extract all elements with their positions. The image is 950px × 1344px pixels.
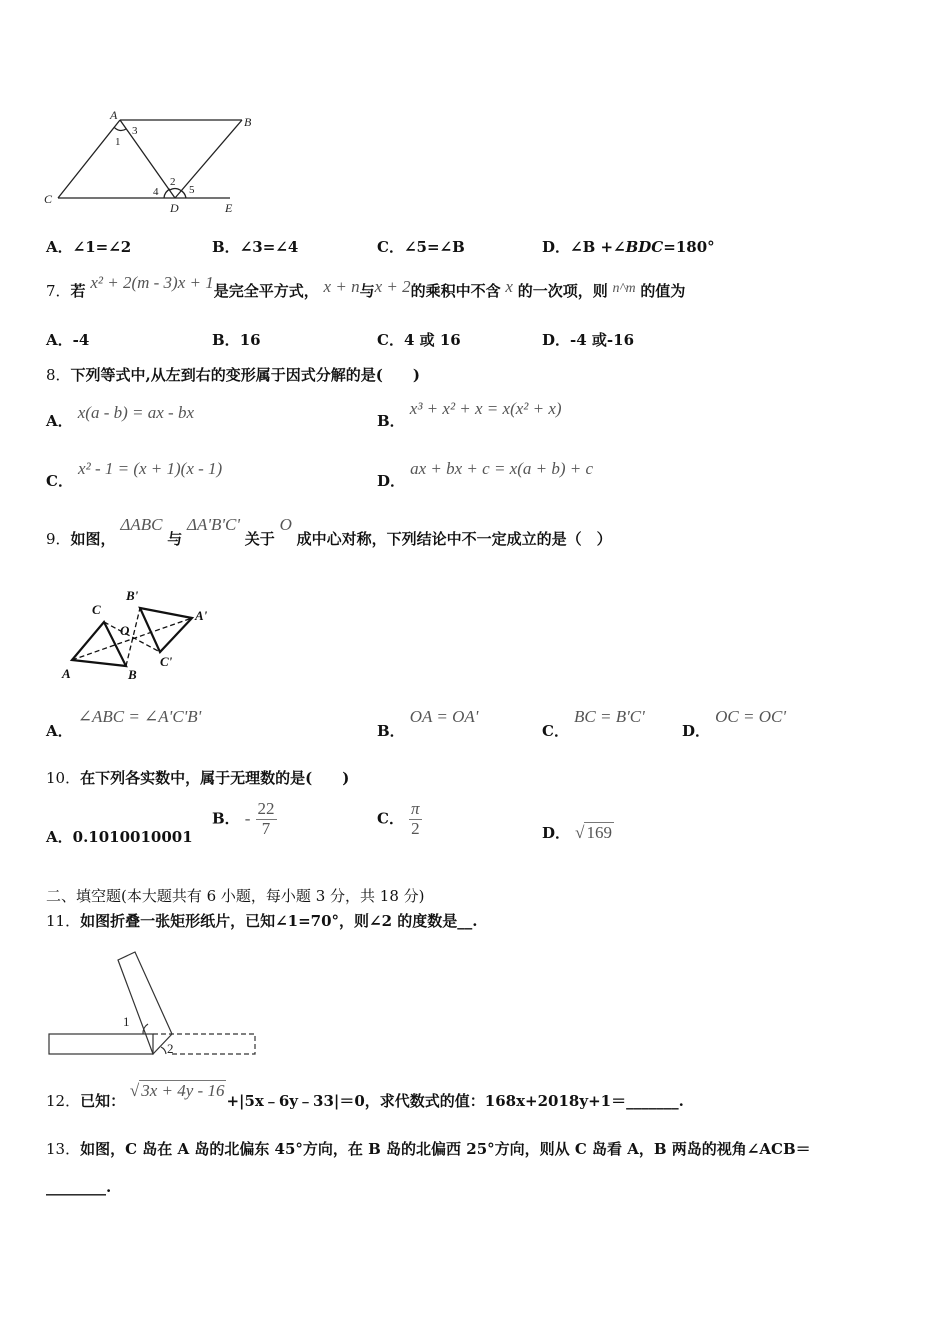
label-D: D (170, 201, 179, 215)
q6-option-d[interactable]: D．∠B +∠BDC=180° (542, 238, 715, 256)
radical-sign-icon: √ (129, 1081, 140, 1100)
q8-option-a[interactable]: A． x(a - b) = ax - bx (46, 403, 194, 430)
fig9-label-B: B (128, 667, 137, 682)
fig9-label-C: C (92, 602, 101, 617)
question-10: 10．在下列各实数中，属于无理数的是( ) (46, 769, 350, 787)
sqrt-expression: √ 3x + 4y - 16 (129, 1081, 225, 1100)
fraction-pi-over-2: $\frac{\pi}{2}$ (411, 799, 420, 838)
q7-expr-x: x (505, 277, 513, 296)
q10-option-c[interactable]: C． $\frac{\pi}{2}$ (377, 799, 420, 838)
q9-option-d[interactable]: D． OC = OC' (682, 707, 786, 740)
question-9: 9．如图， ΔABC 与 ΔA'B'C' 关于 O 成中心对称，下列结论中不一定成立的是（ ） (46, 515, 612, 548)
q6-option-a[interactable]: A．∠1=∠2 (46, 238, 132, 256)
label-E: E (225, 201, 233, 215)
question-11: 11．如图折叠一张矩形纸片，已知∠1=70°，则∠2 的度数是__. (46, 912, 478, 930)
q9-option-a[interactable]: A． ∠ABC = ∠A'C'B' (46, 707, 202, 740)
angle-4-label: 4 (153, 186, 159, 198)
fig9-label-A1: A' (195, 608, 208, 623)
q7-option-d[interactable]: D．-4 或-16 (542, 331, 635, 349)
question-13: 13．如图，C 岛在 A 岛的北偏东 45°方向，在 B 岛的北偏西 25°方向，则从 C 岛看 A，B 两岛的视角∠ACB＝ (46, 1140, 811, 1158)
fraction-22-over-7: $\frac{22}{7}$ (257, 799, 275, 838)
q6-option-c[interactable]: C．∠5=∠B (377, 238, 465, 256)
question-12: 12．已知： √ 3x + 4y - 16+|5x﹣6y﹣33|＝0，求代数式的值：168x+2018y+1＝_______. (46, 1081, 684, 1110)
q8-option-c[interactable]: C． x² - 1 = (x + 1)(x - 1) (46, 459, 223, 490)
section-2-heading: 二、填空题(本大题共有 6 小题，每小题 3 分，共 18 分) (46, 887, 425, 905)
q7-option-a[interactable]: A．-4 (46, 331, 90, 349)
label-B: B (244, 115, 252, 129)
fig9-label-O: O (120, 623, 130, 638)
q10-option-d[interactable]: D． √ 169 (542, 823, 612, 842)
angle-2-label: 2 (170, 176, 176, 188)
q7-expr-x-plus-2: x + 2 (374, 277, 411, 296)
q6-option-b[interactable]: B．∠3=∠4 (212, 238, 299, 256)
angle-5-label: 5 (189, 184, 195, 196)
radical-sign-icon: √ (575, 823, 585, 842)
label-A: A (110, 108, 118, 122)
q9-expr-triangle-a1b1c1: ΔA'B'C' (187, 515, 241, 534)
q7-expr-quadratic: x² + 2(m - 3)x + 1 (90, 273, 214, 292)
q10-option-b[interactable]: B． - $\frac{22}{7}$ (212, 799, 275, 838)
q7-option-c[interactable]: C．4 或 16 (377, 331, 461, 349)
sqrt-169: √ 169 (575, 823, 612, 842)
q9-option-c[interactable]: C． BC = B'C' (542, 707, 645, 740)
fig11-angle-2-label: 2 (167, 1041, 174, 1056)
fig11-angle-1-label: 1 (123, 1014, 130, 1029)
q8-option-b[interactable]: B． x³ + x² + x = x(x² + x) (377, 399, 562, 430)
q9-option-b[interactable]: B． OA = OA' (377, 707, 479, 740)
central-symmetry-figure (52, 582, 222, 682)
fig9-label-B1: B' (126, 588, 139, 603)
q13-answer-blank[interactable]: ________. (46, 1178, 112, 1196)
angle-3-label: 3 (132, 125, 138, 137)
angle-1-label: 1 (115, 136, 121, 148)
fig9-label-A: A (62, 666, 71, 681)
question-7: 7．若 x² + 2(m - 3)x + 1是完全平方式， x + n与x + 2的乘积中不含 x 的一次项，则 n^m 的值为 (46, 273, 686, 300)
q7-option-b[interactable]: B．16 (212, 331, 261, 349)
q7-expr-x-plus-n: x + n (323, 277, 360, 296)
q9-expr-o: O (279, 515, 292, 534)
q7-expr-n-power-m: n^m (612, 281, 636, 296)
q10-option-a[interactable]: A．0.1010010001 (46, 828, 193, 846)
question-8: 8．下列等式中,从左到右的变形属于因式分解的是( ) (46, 366, 420, 384)
label-C: C (44, 192, 53, 206)
q8-option-d[interactable]: D． ax + bx + c = x(a + b) + c (377, 459, 594, 490)
fig9-label-C1: C' (160, 654, 173, 669)
folded-paper-figure (45, 950, 260, 1060)
parallelogram-figure (40, 105, 270, 220)
q9-expr-triangle-abc: ΔABC (120, 515, 163, 534)
